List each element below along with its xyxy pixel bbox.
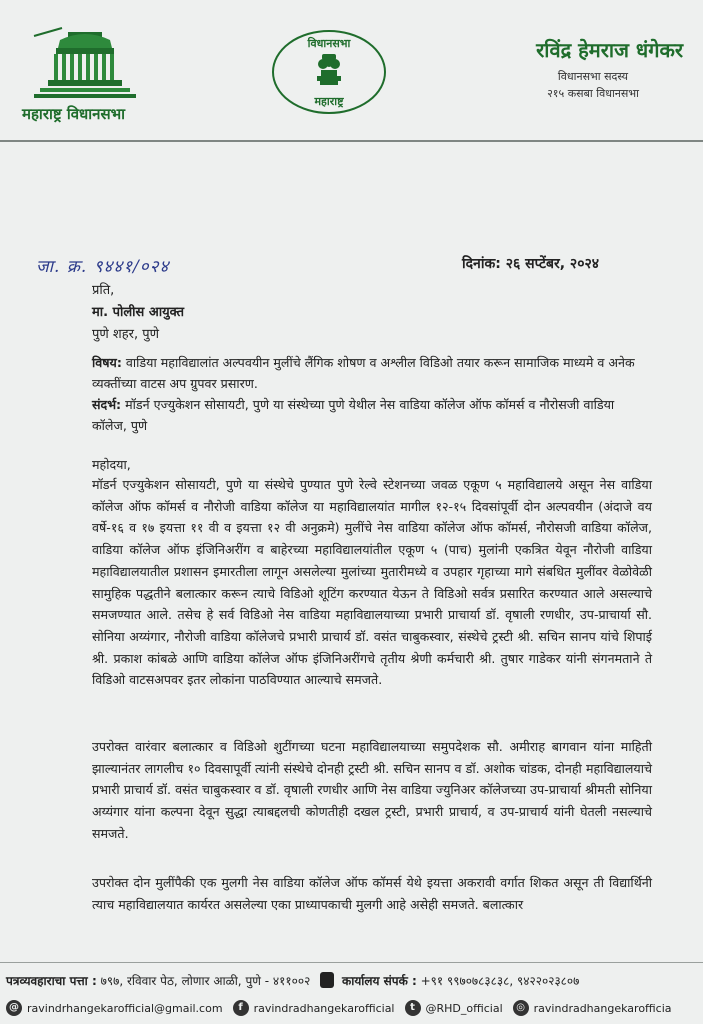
mla-role: विधानसभा सदस्य [557,70,629,83]
footer-social-line [6,1000,703,1016]
instagram-link[interactable] [513,1000,672,1016]
recipient-prefix: प्रति, [92,283,115,298]
mla-details [463,36,683,101]
seal-bottom-text: महाराष्ट्र [314,95,344,108]
twitter-text: @RHD_official [425,1001,503,1015]
twitter-icon: t [405,1000,421,1016]
facebook-link[interactable] [233,1000,395,1016]
instagram-text: ravindradhangekarofficia [533,1001,672,1015]
contact-label: कार्यालय संपर्क : [342,974,417,988]
recipient-name: मा. पोलीस आयुक्त [92,305,185,320]
vidhan-bhavan-icon [30,24,140,106]
facebook-text: ravindradhangekarofficial [253,1001,395,1015]
letter-date [462,254,599,273]
date-label: दिनांक: [462,256,501,272]
reference-text: मॉडर्न एज्युकेशन सोसायटी, पुणे या संस्थेच्या पुणे येथील नेस वाडिया कॉलेज ऑफ कॉमर्स व नौरोसजी वाडिया कॉलेज, पुणे [92,397,615,433]
reference-label: संदर्भ: [92,397,122,412]
email-icon: @ [6,1000,22,1016]
address-value: ७९७, रविवार पेठ, लोणार आळी, पुणे - ४११००२ [100,974,311,988]
reference-number: जा. क्र. ९४४१/०२४ [36,257,170,277]
assembly-name: महाराष्ट्र विधानसभा [22,105,126,123]
footer-address-line [6,972,698,989]
facebook-icon: f [233,1000,249,1016]
assembly-seal [270,28,388,116]
contact-value: +९१ ९९७०७८३८३८, ९४२२०२३८०७ [420,974,580,988]
body-paragraph-2: उपरोक्त वारंवार बलात्कार व विडिओ शुटींगच्या घटना महाविद्यालयाच्या समुपदेशक सौ. अमीराह बागवान यांना माहिती झाल्यानंतर लागलीच १० दिवसापूर्वी त्यांनी संस्थेचे दोनही ट्रस्टी श्री. सचिन सानप व डॉ. अशोक चांडक, दोनही महाविद्यालयाचे प्रभारी प्राचार्य डॉ. वसंत चाबुकस्वार व डॉ. वृषाली रणधीर आणि नेस वाडिया ज्युनिअर कॉलेजच्या उप-प्राचार्या श्रीमती सोनिया अय्यंगार यांना कल्पना देवून सुद्धा त्याबद्दलची कोणतीही दखल ट्रस्टी, प्रभारी प्राचार्य, व उप-प्राचार्य यांनी घेतली नसल्याचे समजते. [92,739,652,841]
date-value: २६ सप्टेंबर, २०२४ [505,256,600,272]
mla-constituency: २१५ कसबा विधानसभा [547,87,639,100]
salutation: महोदया, [92,457,131,472]
subject-block [92,352,652,436]
reference-line [92,394,652,436]
recipient-place: पुणे शहर, पुणे [92,327,160,342]
footer-divider [0,962,703,963]
assembly-logo [18,18,158,128]
email-link[interactable] [6,1000,223,1016]
subject-text: वाडिया महाविद्यालांत अल्पवयीन मुलींचे लैंगिक शोषण व अश्लील विडिओ तयार करून सामाजिक माध्यमे व अनेक व्यक्तींच्या वाटस अप ग्रुपवर प्रसारण. [92,355,635,391]
subject-label: विषय: [92,355,122,370]
phone-icon [320,972,334,988]
mla-name: रविंद्र हेमराज धंगेकर [536,38,683,62]
subject-line [92,352,652,394]
instagram-icon: ◎ [513,1000,529,1016]
address-label: पत्रव्यवहाराचा पत्ता : [6,974,97,988]
recipient-block [92,280,184,346]
header-divider [0,140,703,142]
body-paragraph-3: उपरोक्त दोन मुलींपैकी एक मुलगी नेस वाडिया कॉलेज ऑफ कॉमर्स येथे इयत्ता अकरावी वर्गात शिकत असून ती विद्यार्थिनी त्याच महाविद्यालयात कार्यरत असलेल्या एका प्राध्यापकाची मुलगी आहे असेही समजते. बलात्कार [92,875,652,912]
body-paragraph-1: मॉडर्न एज्युकेशन सोसायटी, पुणे या संस्थेचे पुण्यात पुणे रेल्वे स्टेशनच्या जवळ एकूण ५ महाविद्यालये असून नेस वाडिया कॉलेज ऑफ कॉमर्स व नौरोजी वाडिया कॉलेज या महाविद्यालयांत मागील १२-१५ दिवसांपूर्वी दोन अल्पवयीन (अंदाजे वय वर्षे-१६ व १७ इयत्ता ११ वी व इयत्ता १२ वी अनुक्रमे) मुलींचे नेस वाडिया कॉलेज ऑफ कॉमर्स, नौरोसजी वाडिया कॉलेज, वाडिया कॉलेज ऑफ इंजिनिअरींग व बाहेरच्या महाविद्यालयांतील एकूण ५ (पाच) मुलांनी एकत्रित येवून नौरोजी वाडिया महाविद्यालयातील प्रशासन इमारतीला लागून असलेल्या मुलांच्या मुतारीमध्ये व उपहार गृहाच्या मागे संबधित मुलींवर वेळोवेळी सामुहिक पद्धतीने बलात्कार करून त्याचे विडिओ शूटिंग करण्यात येऊन ते विडिओ सर्वत्र प्रसारित करण्यात आले असल्याचे समजण्यात आले. तसेच हे सर्व विडिओ नेस वाडिया महाविद्यालयाच्या प्रभारी प्राचार्या डॉ. वृषाली रणधीर, उप-प्राचार्या सौ. सोनिया अय्यंगार, नौरोजी वाडिया कॉलेजचे प्रभारी प्राचार्य डॉ. वसंत चाबुकस्वार, संस्थेचे ट्रस्टी श्री. सचिन सानप यांचे शिपाई श्री. प्रकाश कांबळे आणि वाडिया कॉलेज ऑफ इंजिनिअरींगचे तृतीय श्रेणी कर्मचारी श्री. तुषार गाडेकर यांनी संगनमताने ते विडिओ वाटसअपवर इतर लोकांना पाठविण्यात आल्याचे समजते. [92,477,652,688]
twitter-link[interactable] [405,1000,503,1016]
seal-top-text: विधानसभा [307,37,351,50]
email-text: ravindrhangekarofficial@gmail.com [27,1001,223,1015]
